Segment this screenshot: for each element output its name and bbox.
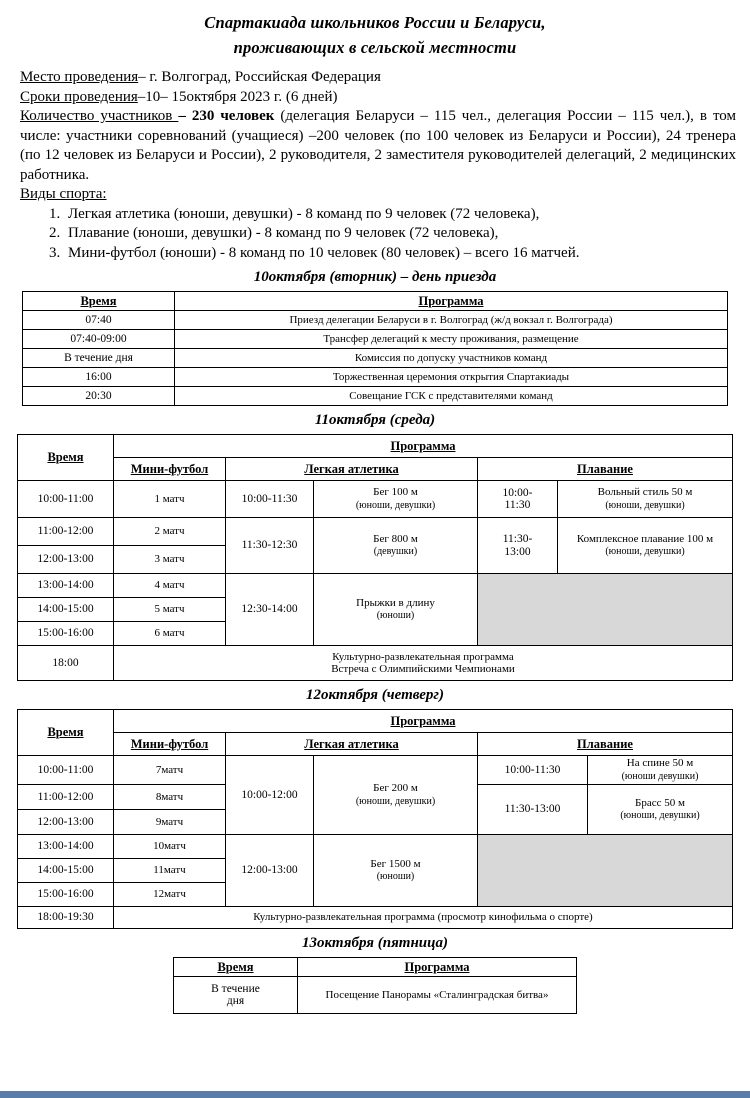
table-row [18,646,733,681]
table-row [23,368,728,387]
venue-line [20,68,736,88]
cell-program: Трансфер делегаций к месту проживания, размещение [175,330,728,349]
table-row [18,574,733,598]
cell-time: 07:40 [23,311,175,330]
cell-evening-program: Культурно-развлекательная программа (просмотр кинофильма о спорте) [114,907,733,929]
cell-time: 20:30 [23,387,175,406]
swimming-event-name: Брасс 50 м [635,796,685,809]
cell-athletics-event [314,518,478,574]
cell-evening-time: 18:00 [18,646,114,681]
cell-mf-match: 12матч [114,883,226,907]
dates-label: Сроки проведения [20,88,138,105]
cell-evening-program [114,646,733,681]
day13-heading: 13октября (пятница) [302,935,448,951]
table-day13 [173,957,577,1014]
table-row [18,756,733,785]
sports-list [20,205,736,264]
cell-athletics-time: 12:00-13:00 [226,835,314,907]
athletics-event-name: Прыжки в длину [356,596,435,609]
cell-empty-grey [478,574,733,646]
cell-time: 07:40-09:00 [23,330,175,349]
cell-time-line-1: В течение [211,982,260,995]
cell-program: Торжественная церемония открытия Спартакиады [175,368,728,387]
table-row [23,349,728,368]
evening-line-1: Культурно-развлекательная программа [332,650,514,663]
cell-mf-time: 15:00-16:00 [18,883,114,907]
col-header-minifootball: Мини-футбол [114,733,226,756]
dates-line [20,88,736,108]
list-item: 1. Легкая атлетика (юноши, девушки) - 8 команд по 9 человек (72 человека), [64,205,736,225]
table-row [18,481,733,518]
cell-mf-time: 13:00-14:00 [18,835,114,859]
cell-mf-time: 14:00-15:00 [18,859,114,883]
cell-swimming-event [588,756,733,785]
bottom-accent-bar [0,1091,750,1098]
athletics-event-who: (юноши) [376,610,415,621]
cell-swimming-time: 10:00- 11:30 [478,481,558,518]
cell-mf-match: 3 матч [114,546,226,574]
cell-athletics-time: 10:00-12:00 [226,756,314,835]
athletics-event-name: Бег 800 м [373,532,418,545]
col-header-swimming: Плавание [478,458,733,481]
cell-swimming-event [588,785,733,835]
cell-swimming-time: 11:30-13:00 [478,785,588,835]
col-header-program: Программа [175,292,728,311]
col-header-swimming: Плавание [478,733,733,756]
cell-mf-time: 10:00-11:00 [18,481,114,518]
cell-mf-match: 7матч [114,756,226,785]
col-header-athletics: Легкая атлетика [226,458,478,481]
athletics-event-who: (юноши, девушки) [355,795,436,807]
participants-count: – 230 человек [178,108,275,124]
cell-swimming-time: 10:00-11:30 [478,756,588,785]
day11-heading: 11октября (среда) [314,412,436,428]
evening-line-2: Встреча с Олимпийскими Чемпионами [331,663,515,675]
cell-mf-time: 11:00-12:00 [18,785,114,810]
athletics-event-name: Бег 200 м [373,782,418,794]
cell-athletics-time: 11:30-12:30 [226,518,314,574]
athletics-event-name: Бег 100 м [373,486,418,498]
swimming-event-name: На спине 50 м [626,757,694,769]
dates-value: –10– 15октября 2023 г. (6 дней) [137,88,338,105]
cell-athletics-event [314,481,478,518]
cell-evening-time: 18:00-19:30 [18,907,114,929]
cell-program: Комиссия по допуску участников команд [175,349,728,368]
cell-mf-time: 12:00-13:00 [18,546,114,574]
cell-mf-match: 4 матч [114,574,226,598]
cell-swimming-time: 11:30- 13:00 [478,518,558,574]
swimming-event-who: (юноши девушки) [621,770,699,782]
cell-empty-grey [478,835,733,907]
table-day11 [17,434,733,681]
cell-athletics-event [314,835,478,907]
cell-mf-match: 10матч [114,835,226,859]
cell-mf-match: 9матч [114,810,226,835]
cell-swimming-event [558,518,733,574]
col-header-program: Программа [114,710,733,733]
col-header-program: Программа [114,435,733,458]
swimming-event-who: (юноши, девушки) [605,499,685,511]
table-row [23,311,728,330]
col-header-minifootball: Мини-футбол [114,458,226,481]
cell-program: Приезд делегации Беларуси в г. Волгоград (ж/д вокзал г. Волгограда) [175,311,728,330]
document-title-line-2: проживающих в сельской местности [233,38,517,57]
cell-time-line-2: дня [226,995,245,1007]
table-subheader-row [18,733,733,756]
venue-label: Место проведения [20,69,139,85]
swimming-event-name: Комплексное плавание 100 м [576,532,714,545]
participants-label: Количество участников [20,108,179,124]
cell-mf-match: 1 матч [114,481,226,518]
athletics-event-name: Бег 1500 м [370,857,421,870]
cell-athletics-event [314,574,478,646]
document-title [14,10,736,60]
col-header-time: Время [18,435,114,481]
col-header-time: Время [23,292,175,311]
table-day10 [22,291,728,406]
col-header-time: Время [174,958,298,977]
table-header-row [18,435,733,458]
participants-detail: (делегация Беларуси – 115 чел., делегация России – 115 чел.), в том числе: участники соревнований (учащиеся) –200 человек (по 100 человек из Беларуси и России), 24 тренера (по 12 человек из Беларуси и России), 2 руководителя, 2 заместителя руководителей делегаций, 2 медицинских работника. [20,108,737,183]
table-header-row [18,710,733,733]
cell-mf-match: 8матч [114,785,226,810]
cell-time [174,977,298,1014]
swimming-event-who: (юноши, девушки) [605,546,685,557]
cell-mf-time: 14:00-15:00 [18,598,114,622]
col-header-time: Время [18,710,114,756]
table-row [18,835,733,859]
day12-heading: 12октября (четверг) [306,687,444,703]
cell-mf-match: 2 матч [114,518,226,546]
cell-mf-time: 10:00-11:00 [18,756,114,785]
cell-swimming-event [558,481,733,518]
table-row [18,907,733,929]
day10-heading: 10октября (вторник) – день приезда [253,269,497,285]
table-row [18,518,733,546]
table-row [23,330,728,349]
col-header-program: Программа [298,958,577,977]
list-item: 2. Плавание (юноши, девушки) - 8 команд по 9 человек (72 человека), [64,224,736,244]
cell-athletics-time: 12:30-14:00 [226,574,314,646]
table-row [23,387,728,406]
cell-time: В течение дня [23,349,175,368]
cell-time: 16:00 [23,368,175,387]
cell-athletics-event [314,756,478,835]
cell-program: Посещение Панорамы «Сталинградская битва» [298,977,577,1014]
cell-program: Совещание ГСК с представителями команд [175,387,728,406]
table-day12 [17,709,733,929]
cell-mf-match: 11матч [114,859,226,883]
document-title-line-1: Спартакиада школьников России и Беларуси, [204,13,546,32]
athletics-event-who: (юноши, девушки) [355,499,436,511]
table-header-row [23,292,728,311]
cell-mf-time: 12:00-13:00 [18,810,114,835]
table-header-row [174,958,577,977]
athletics-event-who: (девушки) [373,546,418,557]
sports-label: Виды спорта: [20,186,107,202]
table-row [174,977,577,1014]
cell-mf-time: 13:00-14:00 [18,574,114,598]
list-item: 3. Мини-футбол (юноши) - 8 команд по 10 человек (80 человек) – всего 16 матчей. [64,244,736,264]
col-header-athletics: Легкая атлетика [226,733,478,756]
cell-mf-match: 6 матч [114,622,226,646]
cell-mf-time: 11:00-12:00 [18,518,114,546]
cell-athletics-time: 10:00-11:30 [226,481,314,518]
swimming-event-who: (юноши, девушки) [620,810,700,821]
table-subheader-row [18,458,733,481]
participants-paragraph [20,107,736,185]
intro-section [20,68,736,185]
cell-mf-match: 5 матч [114,598,226,622]
cell-mf-time: 15:00-16:00 [18,622,114,646]
venue-value: – г. Волгоград, Российская Федерация [138,69,381,85]
swimming-event-name: Вольный стиль 50 м [597,486,693,498]
athletics-event-who: (юноши) [376,871,415,882]
